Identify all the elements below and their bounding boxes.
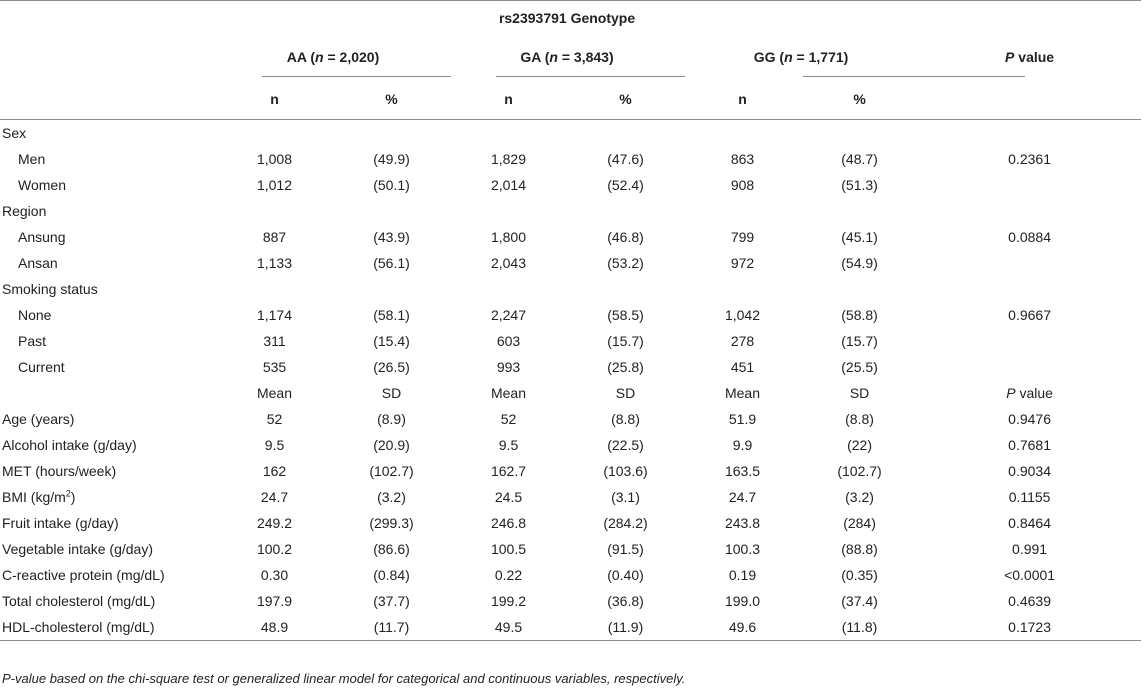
cell-value: (284.2) (603, 515, 648, 531)
cell-value: (102.7) (837, 463, 882, 479)
cell-value: 1,133 (256, 255, 293, 271)
cell-value: (11.8) (801, 614, 918, 641)
cell-value: 9.5 (264, 437, 285, 453)
section-title: Sex (2, 125, 27, 141)
p-value (918, 354, 1141, 380)
cell-value: (11.9) (567, 614, 684, 641)
cell-value: (103.6) (603, 463, 648, 479)
ga-underline (496, 76, 685, 77)
cell-value: 2,043 (490, 255, 527, 271)
cell-value: (3.2) (845, 489, 874, 505)
col-pct-ga: % (567, 79, 684, 120)
row-label: None (18, 307, 52, 323)
p-value: 0.9034 (1008, 463, 1051, 479)
cell-value: 1,829 (490, 151, 527, 167)
p-value: 0.9476 (1008, 411, 1051, 427)
cell-value: 9.9 (732, 437, 753, 453)
cell-value: (22.5) (607, 437, 644, 453)
cell-value: (53.2) (607, 255, 644, 271)
empty-cell (918, 120, 1141, 147)
p-value: 0.1723 (918, 614, 1141, 641)
cell-value: (36.8) (607, 593, 644, 609)
group-ga-header: GA (n = 3,843) (520, 49, 614, 65)
empty-cell (333, 276, 450, 302)
row-label: Current (18, 359, 65, 375)
cell-value: 0.19 (728, 567, 757, 583)
col-n-gg: n (684, 79, 801, 120)
p-value (918, 172, 1141, 198)
row-label: HDL-cholesterol (mg/dL) (0, 614, 216, 641)
table-row (0, 406, 1141, 432)
p-value: 0.4639 (1008, 593, 1051, 609)
cell-value: (299.3) (369, 515, 414, 531)
table-row (0, 458, 1141, 484)
cell-value: (58.5) (607, 307, 644, 323)
cell-value: 52 (500, 411, 517, 427)
cell-value: 1,012 (256, 177, 293, 193)
cell-value: 9.5 (498, 437, 519, 453)
table-row (0, 510, 1141, 536)
cell-value: (3.1) (611, 489, 640, 505)
row-label: Vegetable intake (g/day) (2, 541, 153, 557)
empty-cell (801, 276, 918, 302)
empty-cell (918, 198, 1141, 224)
cell-value: 24.7 (260, 489, 289, 505)
p-value: 0.9667 (1008, 307, 1051, 323)
cell-value: 1,174 (256, 307, 293, 323)
row-label: Total cholesterol (mg/dL) (2, 593, 156, 609)
section-header-row (0, 276, 1141, 302)
cell-value: (22) (847, 437, 872, 453)
cell-value: (49.9) (373, 151, 410, 167)
empty-cell (450, 276, 567, 302)
cell-value: (20.9) (373, 437, 410, 453)
cell-value: 163.5 (724, 463, 761, 479)
cell-value: 972 (730, 255, 755, 271)
group-aa-header: AA (n = 2,020) (286, 49, 380, 65)
cell-value: (0.84) (373, 567, 410, 583)
empty-cell (216, 276, 333, 302)
table-row (0, 354, 1141, 380)
col-pct-aa: % (333, 79, 450, 120)
cell-value: (43.9) (373, 229, 410, 245)
cell-value: (88.8) (841, 541, 878, 557)
cell-value: 51.9 (728, 411, 757, 427)
cell-value: 100.5 (490, 541, 527, 557)
empty-cell (216, 120, 333, 147)
sd-label: SD (381, 385, 402, 401)
row-label: Fruit intake (g/day) (2, 515, 119, 531)
cell-value: 908 (730, 177, 755, 193)
empty-cell (333, 198, 450, 224)
section-header-row (0, 198, 1141, 224)
row-label: Ansan (18, 255, 58, 271)
cell-value: 1,008 (256, 151, 293, 167)
mean-label: Mean (724, 385, 761, 401)
cell-value: (3.2) (377, 489, 406, 505)
table-row (0, 302, 1141, 328)
table-row (0, 614, 1141, 641)
cell-value: (51.3) (841, 177, 878, 193)
row-label: Men (18, 151, 46, 167)
cell-value: 100.2 (256, 541, 293, 557)
cell-value: 535 (262, 359, 287, 375)
cell-value: (284) (843, 515, 876, 531)
p-value: 0.0884 (1008, 229, 1051, 245)
group-gg-header: GG (n = 1,771) (753, 49, 849, 65)
cell-value: 0.30 (260, 567, 289, 583)
col-pct-gg: % (801, 79, 918, 120)
cell-value: (8.8) (845, 411, 874, 427)
cell-value: (47.6) (607, 151, 644, 167)
p-value: 0.991 (1012, 541, 1048, 557)
cell-value: (56.1) (373, 255, 410, 271)
cell-value: 603 (496, 333, 521, 349)
cell-value: (91.5) (607, 541, 644, 557)
table-row (0, 536, 1141, 562)
cell-value: (15.4) (373, 333, 410, 349)
table-row (0, 250, 1141, 276)
empty-cell (684, 120, 801, 147)
mean-label: Mean (256, 385, 293, 401)
p-value: 0.2361 (1008, 151, 1051, 167)
table-row (0, 484, 1141, 510)
p-value: <0.0001 (1004, 567, 1056, 583)
cell-value: 49.6 (684, 614, 801, 641)
empty-cell (567, 198, 684, 224)
cell-value: 246.8 (490, 515, 527, 531)
empty-cell (567, 120, 684, 147)
cell-value: 249.2 (256, 515, 293, 531)
cell-value: (48.7) (841, 151, 878, 167)
section-title: Region (2, 203, 47, 219)
cell-value: (15.7) (841, 333, 878, 349)
pvalue-header: P value (1005, 49, 1055, 65)
p-value (918, 328, 1141, 354)
col-n-aa: n (216, 79, 333, 120)
row-label: Past (18, 333, 47, 349)
pvalue-subheader: P value (1006, 385, 1053, 401)
cell-value: (0.40) (607, 567, 644, 583)
cell-value: (25.5) (841, 359, 878, 375)
cell-value: (86.6) (373, 541, 410, 557)
row-label: BMI $(kg/m^2)$ (2, 488, 76, 505)
cell-value: 199.2 (490, 593, 527, 609)
continuous-body (0, 406, 1141, 641)
row-label: Ansung (18, 229, 66, 245)
table-row (0, 588, 1141, 614)
cell-value: 887 (262, 229, 287, 245)
empty-cell (684, 276, 801, 302)
cell-value: 1,800 (490, 229, 527, 245)
sd-label: SD (615, 385, 636, 401)
cell-value: (8.8) (611, 411, 640, 427)
cell-value: (52.4) (607, 177, 644, 193)
col-n-ga: n (450, 79, 567, 120)
cell-value: 48.9 (216, 614, 333, 641)
cell-value: (0.35) (841, 567, 878, 583)
cell-value: 863 (730, 151, 755, 167)
row-label: MET (hours/week) (2, 463, 117, 479)
cell-value: (15.7) (607, 333, 644, 349)
gg-underline (803, 76, 1025, 77)
row-label: Alcohol intake (g/day) (2, 437, 137, 453)
empty-cell (918, 276, 1141, 302)
cell-value: 2,014 (490, 177, 527, 193)
cell-value: (58.1) (373, 307, 410, 323)
section-header-row (0, 120, 1141, 147)
p-value (918, 250, 1141, 276)
row-label: Age (years) (2, 411, 75, 427)
aa-underline (262, 76, 451, 77)
categorical-body (0, 120, 1141, 381)
empty-cell (450, 120, 567, 147)
section-title: Smoking status (2, 281, 98, 297)
cell-value: 162.7 (490, 463, 527, 479)
p-value: 0.7681 (1008, 437, 1051, 453)
cell-value: 24.5 (494, 489, 523, 505)
empty-cell (801, 120, 918, 147)
cell-value: 0.22 (494, 567, 523, 583)
cell-value: (46.8) (607, 229, 644, 245)
cell-value: (58.8) (841, 307, 878, 323)
cell-value: (50.1) (373, 177, 410, 193)
empty-cell (333, 120, 450, 147)
empty-cell (216, 198, 333, 224)
empty-cell (450, 198, 567, 224)
cell-value: (8.9) (377, 411, 406, 427)
cell-value: 799 (730, 229, 755, 245)
cell-value: 24.7 (728, 489, 757, 505)
cell-value: 451 (730, 359, 755, 375)
empty-cell (567, 276, 684, 302)
cell-value: 100.3 (724, 541, 761, 557)
p-value: 0.1155 (1008, 489, 1051, 505)
cell-value: (45.1) (841, 229, 878, 245)
table-row (0, 172, 1141, 198)
cell-value: (11.7) (333, 614, 450, 641)
cell-value: 199.0 (724, 593, 761, 609)
empty-cell (684, 198, 801, 224)
cell-value: (54.9) (841, 255, 878, 271)
table-row (0, 432, 1141, 458)
cell-value: 197.9 (256, 593, 293, 609)
sd-label: SD (849, 385, 870, 401)
p-value: 0.8464 (1008, 515, 1051, 531)
table-row (0, 224, 1141, 250)
empty-cell (801, 198, 918, 224)
row-label: Women (18, 177, 66, 193)
cell-value: (25.8) (607, 359, 644, 375)
cell-value: 2,247 (490, 307, 527, 323)
cell-value: 311 (263, 333, 286, 349)
cell-value: 243.8 (724, 515, 761, 531)
cell-value: 1,042 (724, 307, 761, 323)
cell-value: 162 (262, 463, 287, 479)
table-row (0, 146, 1141, 172)
cell-value: (102.7) (369, 463, 414, 479)
cell-value: (26.5) (373, 359, 410, 375)
mean-label: Mean (490, 385, 527, 401)
cell-value: (37.7) (373, 593, 410, 609)
genotype-title: rs2393791 Genotype (216, 1, 918, 36)
cell-value: 49.5 (450, 614, 567, 641)
table-row (0, 562, 1141, 588)
cell-value: (37.4) (841, 593, 878, 609)
cell-value: 52 (266, 411, 283, 427)
cell-value: 993 (496, 359, 521, 375)
table-row (0, 328, 1141, 354)
cell-value: 278 (730, 333, 755, 349)
footnote: P-value based on the chi-square test or generalized linear model for categorical and continuous variables, respectively. (2, 671, 686, 686)
row-label: C-reactive protein (mg/dL) (2, 567, 165, 583)
